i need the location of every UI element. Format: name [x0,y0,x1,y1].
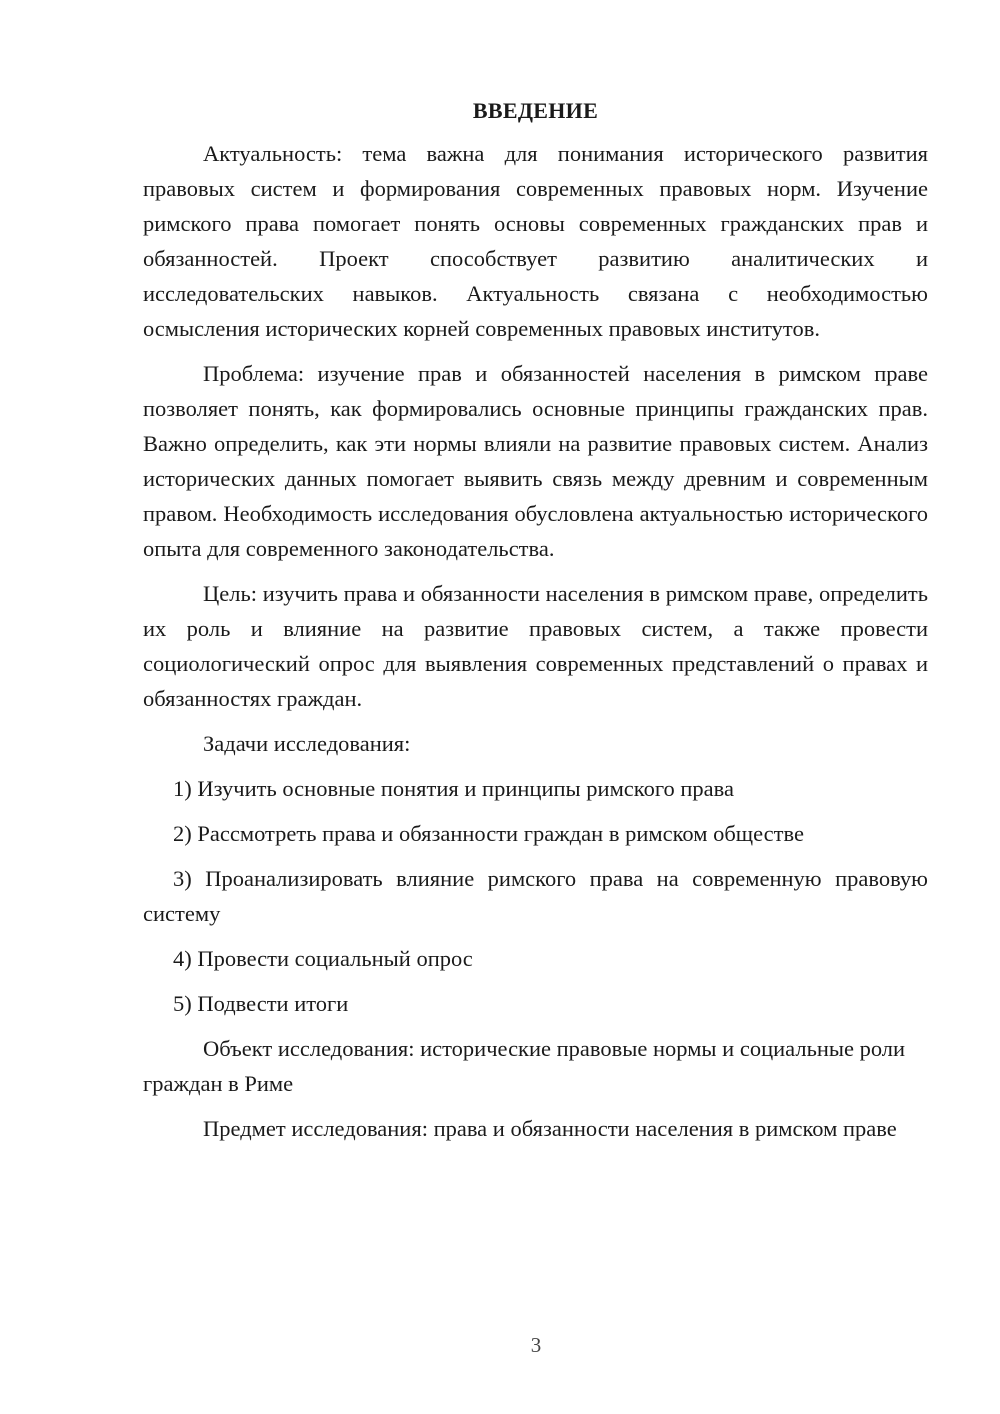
task-item-5: 5) Подвести итоги [173,991,349,1016]
paragraph-relevance: Актуальность: тема важна для понимания исторического развития правовых систем и формирования современных правовых норм. Изучение римского права помогает понять основы современных гражданских прав и обязанностей. Проект способствует развитию аналитических и исследовательских навыков. Актуальность связана с необходимостью осмысления исторических корней современных правовых институтов. [143,141,928,341]
task-item-3: 3) Проанализировать влияние римского права на современную правовую систему [143,866,928,926]
task-item-4: 4) Провести социальный опрос [173,946,473,971]
section-heading: ВВЕДЕНИЕ [472,98,599,123]
paragraph-subject: Предмет исследования: права и обязанности населения в римском праве [203,1116,897,1141]
tasks-title: Задачи исследования: [203,731,411,756]
paragraph-object: Объект исследования: исторические правовые нормы и социальные роли граждан в Риме [143,1036,906,1096]
task-item-2: 2) Рассмотреть права и обязанности граждан в римском обществе [173,821,804,846]
paragraph-problem: Проблема: изучение прав и обязанностей населения в римском праве позволяет понять, как формировались основные принципы гражданских прав. Важно определить, как эти нормы влияли на развитие правовых систем. Анализ исторических данных помогает выявить связь между древним и современным правом. Необходимость исследования обусловлена актуальностью исторического опыта для современного законодательства. [143,361,928,561]
task-item-1: 1) Изучить основные понятия и принципы римского права [173,776,734,801]
document-page [143,96,928,1156]
page-number: 3 [530,1333,542,1357]
paragraph-goal: Цель: изучить права и обязанности населения в римском праве, определить их роль и влияние на развитие правовых систем, а также провести социологический опрос для выявления современных представлений о правах и обязанностях граждан. [143,581,928,711]
